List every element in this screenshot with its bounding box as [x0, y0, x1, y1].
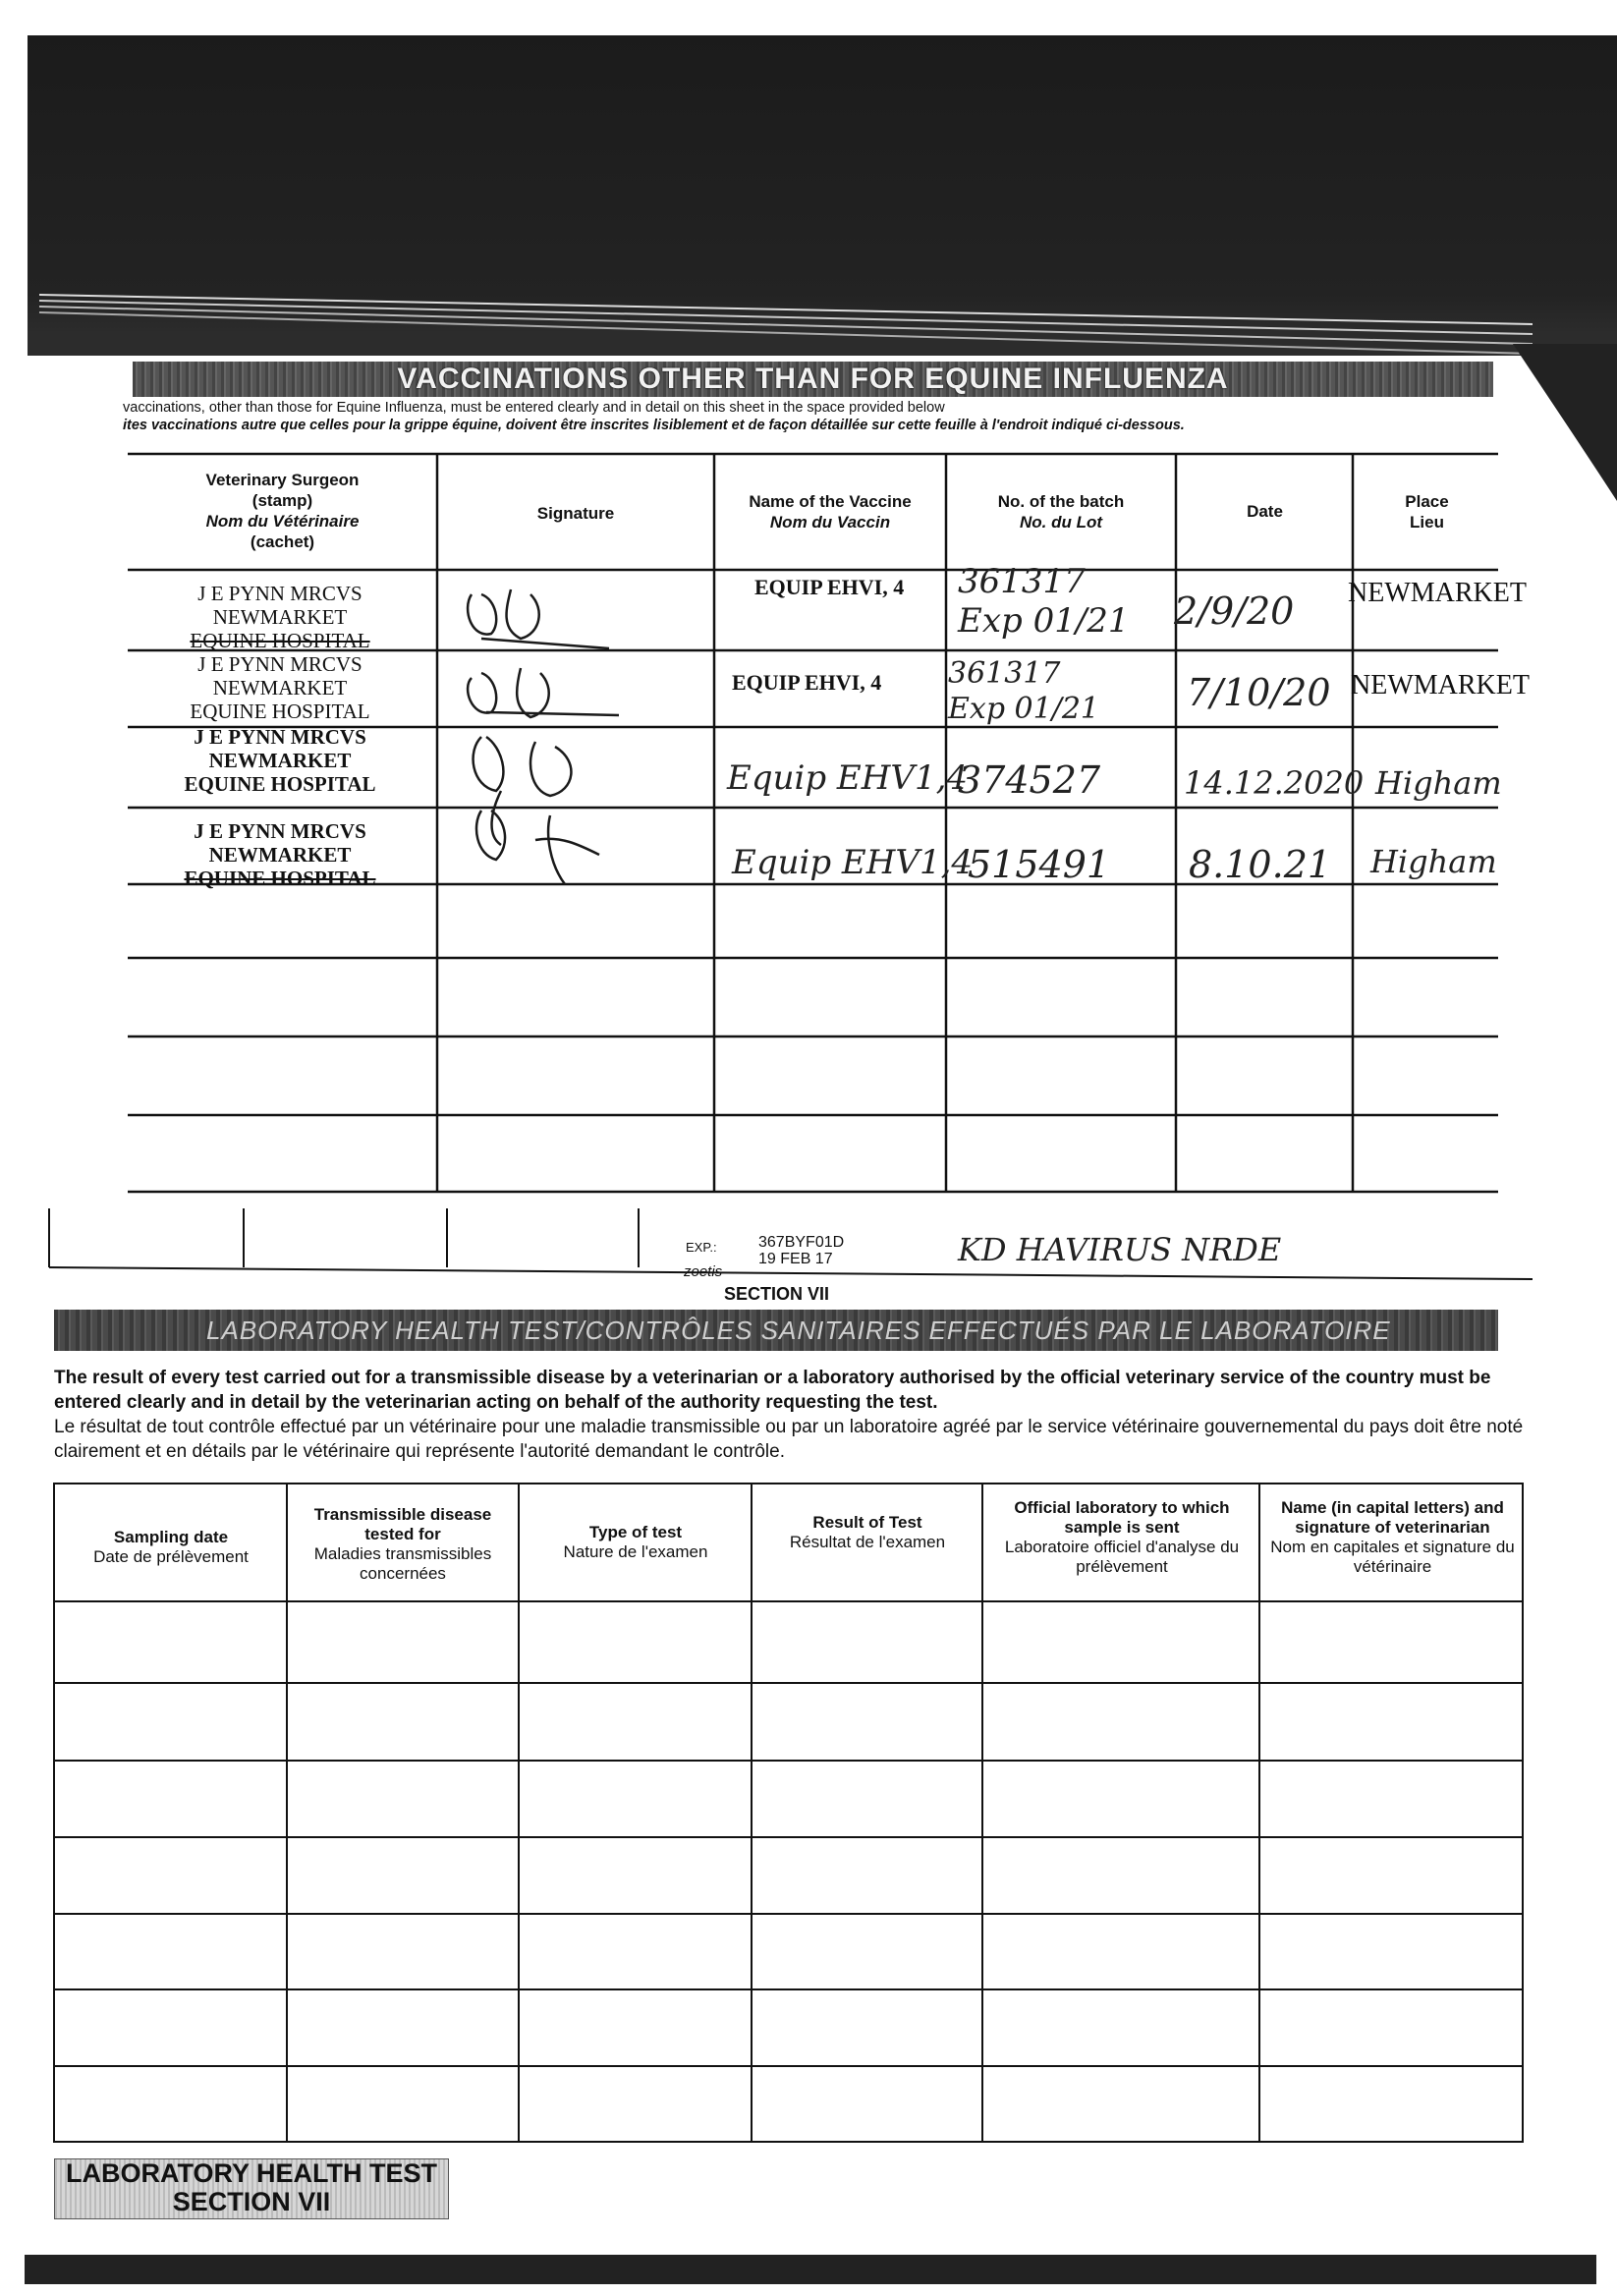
header-veterinary-surgeon: Veterinary Surgeon (stamp) Nom du Vétérinaire (cachet): [205, 471, 360, 551]
underlying-lot-label: 367BYF01D 19 FEB 17: [758, 1234, 845, 1267]
lab-instructions-en: The result of every test carried out for a transmissible disease by a veterinarian or a laboratory authorised by the official veterinary service of the country must be entered clearly and in detail by the veterinarian acting on behalf of the authority requesting the test.: [54, 1368, 1491, 1413]
vet-stamp: J E PYNN MRCVS NEWMARKET EQUINE HOSPITAL: [190, 652, 370, 723]
lab-header-sampling-date: Sampling date Date de prélèvement: [93, 1528, 249, 1566]
section-number: SECTION VII: [724, 1284, 830, 1304]
lab-header-veterinarian: Name (in capital letters) and signature of veterinarian Nom en capitales et signature du vétérinaire: [1270, 1498, 1515, 1576]
lab-instructions-fr: Le résultat de tout contrôle effectué par un vétérinaire pour une maladie transmissible ou par un laboratoire agréé par le service vétérinaire gouvernemental du pays doit être noté clairement et en détails par le vétérinaire qui représente l'autorité demandant le contrôle.: [54, 1417, 1524, 1462]
header-vaccine-name: Name of the Vaccine Nom du Vaccin: [749, 492, 912, 532]
vet-stamp: J E PYNN MRCVS NEWMARKET EQUINE HOSPITAL: [184, 725, 376, 796]
batch-number: 361317 Exp 01/21: [958, 562, 1130, 641]
batch-number: 515491: [968, 843, 1111, 886]
lab-header-test-type: Type of test Nature de l'examen: [563, 1523, 708, 1561]
vaccination-place: NEWMARKET: [1348, 578, 1527, 608]
lab-header-result: Result of Test Résultat de l'examen: [789, 1513, 946, 1551]
vaccine-name: Equip EHV1,4: [727, 758, 969, 798]
underlying-maker: zoetis: [684, 1263, 723, 1280]
instruction-note-en: vaccinations, other than those for Equine Influenza, must be entered clearly and in detail on this sheet in the space provided below: [123, 400, 945, 416]
header-place: Place Lieu: [1405, 492, 1449, 532]
vaccination-date: 8.10.21: [1189, 843, 1332, 886]
header-date: Date: [1247, 502, 1283, 521]
header-batch-number: No. of the batch No. du Lot: [997, 492, 1125, 532]
underlying-exp-label: EXP.:: [686, 1240, 717, 1255]
instruction-note-fr: ites vaccinations autre que celles pour la grippe équine, doivent être inscrites lisiblement et de façon détaillée sur cette feuille à l'endroit indiqué ci-dessous.: [123, 418, 1185, 433]
vaccination-place: Higham: [1370, 843, 1497, 880]
batch-number: 361317 Exp 01/21: [948, 656, 1100, 726]
scan-bottom-edge: [25, 2255, 1596, 2284]
vaccination-date: 2/9/20: [1174, 589, 1295, 633]
lab-header-laboratory: Official laboratory to which sample is sent Laboratoire officiel d'analyse du prélèvement: [1004, 1498, 1240, 1576]
vaccine-name: Equip EHV1,4: [732, 843, 974, 882]
lab-header-disease: Transmissible disease tested for Maladies transmissibles concernées: [313, 1505, 492, 1583]
vaccination-date: 7/10/20: [1187, 671, 1331, 714]
vet-stamp: J E PYNN MRCVS NEWMARKET EQUINE HOSPITAL: [190, 582, 370, 652]
vaccination-date: 14.12.2020: [1184, 764, 1365, 802]
vaccination-place: Higham: [1375, 764, 1502, 802]
vet-stamp: J E PYNN MRCVS NEWMARKET EQUINE HOSPITAL: [184, 819, 376, 890]
vaccine-name: EQUIP EHVI, 4: [732, 670, 882, 695]
underlying-handwriting: KD HAVIRUS NRDE: [958, 1231, 1282, 1268]
header-signature: Signature: [536, 504, 615, 523]
vaccine-name: EQUIP EHVI, 4: [754, 575, 905, 599]
vaccination-place: NEWMARKET: [1351, 670, 1530, 700]
section-title-banner: VACCINATIONS OTHER THAN FOR EQUINE INFLUENZA: [133, 362, 1493, 397]
batch-number: 374527: [958, 758, 1101, 802]
footer-section-label: LABORATORY HEALTH TEST SECTION VII: [54, 2158, 449, 2219]
laboratory-banner: LABORATORY HEALTH TEST/CONTRÔLES SANITAIRES EFFECTUÉS PAR LE LABORATOIRE: [54, 1310, 1498, 1351]
